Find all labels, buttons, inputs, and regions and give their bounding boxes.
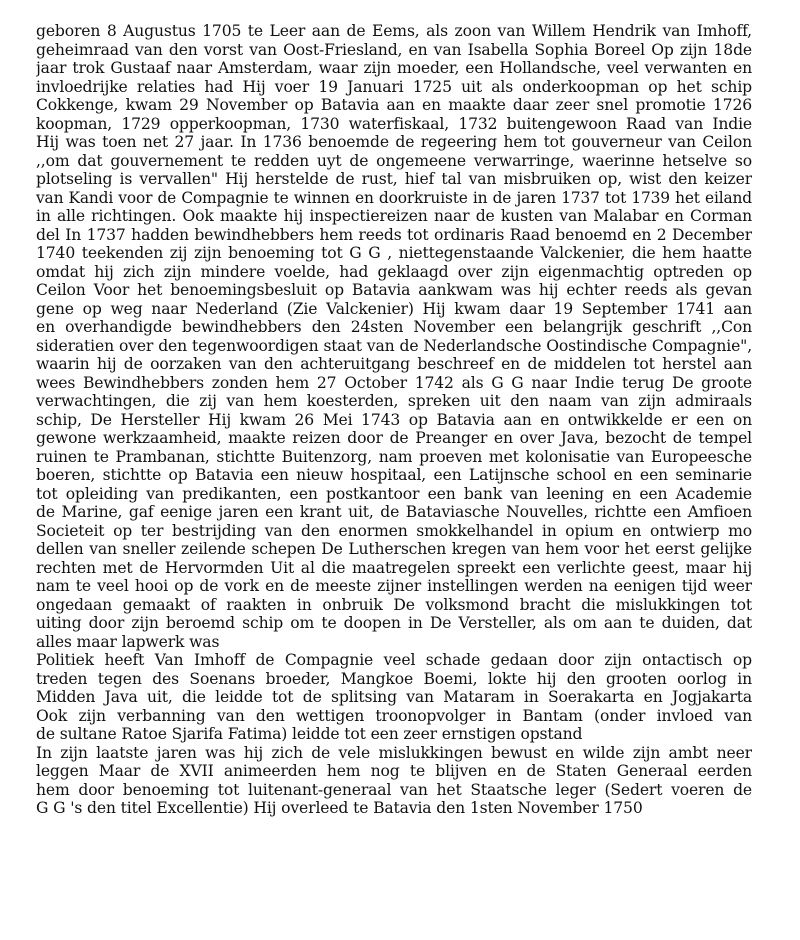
text-line: 1740 teekenden zij zijn benoeming tot G G , niettegenstaande Valckenier, die hem haatte bbox=[36, 244, 752, 262]
text-line: Politiek heeft Van Imhoff de Compagnie veel schade gedaan door zijn ontactisch op bbox=[36, 651, 752, 669]
text-line: en overhandigde bewindhebbers den 24sten November een belangrijk geschrift ,,Con bbox=[36, 318, 752, 336]
text-line: geheimraad van den vorst van Oost-Friesland, en van Isabella Sophia Boreel Op zijn 18de bbox=[36, 40, 752, 59]
text-line: verwachtingen, die zij van hem koesterden, spreken uit den naam van zijn admiraals bbox=[36, 392, 752, 410]
text-line: ongedaan gemaakt of raakten in onbruik De volksmond bracht die mislukkingen tot bbox=[36, 595, 752, 614]
text-line: alles maar lapwerk was bbox=[36, 632, 220, 651]
document-page bbox=[36, 22, 752, 818]
text-line: geboren 8 Augustus 1705 te Leer aan de Eems, als zoon van Willem Hendrik van Imhoff, bbox=[36, 22, 752, 40]
text-line: ruinen te Prambanan, stichtte Buitenzorg, nam proeven met kolonisatie van Europeesche bbox=[36, 447, 752, 466]
text-line: jaar trok Gustaaf naar Amsterdam, waar zijn moeder, een Hollandsche, veel verwanten en bbox=[36, 59, 752, 77]
text-line: leggen Maar de XVII animeerden hem nog te blijven en de Staten Generaal eerden bbox=[36, 762, 752, 780]
text-line: sideratien over den tegenwoordigen staat van de Nederlandsche Oostindische Compagnie", bbox=[36, 336, 752, 355]
text-line: schip, De Hersteller Hij kwam 26 Mei 1743 op Batavia aan en ontwikkelde er een on bbox=[36, 410, 752, 429]
text-line: gewone werkzaamheid, maakte reizen door de Preanger en over Java, bezocht de tempel bbox=[36, 429, 752, 447]
paragraph-politics bbox=[36, 651, 752, 744]
text-line: plotseling is vervallen" Hij herstelde de rust, hief tal van misbruiken op, wist den keizer bbox=[36, 170, 752, 188]
text-line: waarin hij de oorzaken van den achteruitgang beschreef en de middelen tot herstel aan bbox=[36, 355, 752, 373]
text-line: Ook zijn verbanning van den wettigen troonopvolger in Bantam (onder invloed van bbox=[36, 706, 752, 725]
text-line: invloedrijke relaties had Hij voer 19 Januari 1725 uit als onderkoopman op het schip bbox=[36, 77, 752, 96]
paragraph-final-years bbox=[36, 744, 752, 818]
text-line: wees Bewindhebbers zonden hem 27 October 1742 als G G naar Indie terug De groote bbox=[36, 373, 752, 392]
text-line: de sultane Ratoe Sjarifa Fatima) leidde tot een zeer ernstigen opstand bbox=[36, 725, 583, 743]
text-line: Ceilon Voor het benoemingsbesluit op Batavia aankwam was hij echter reeds als gevan bbox=[36, 281, 752, 299]
text-line: in alle richtingen. Ook maakte hij inspectiereizen naar de kusten van Malabar en Corman bbox=[36, 207, 752, 225]
text-line: hem door benoeming tot luitenant-generaal van het Staatsche leger (Sedert voeren de bbox=[36, 780, 752, 799]
text-line: In zijn laatste jaren was hij zich de vele mislukkingen bewust en wilde zijn ambt neer bbox=[36, 743, 752, 762]
text-line: rechten met de Hervormden Uit al die maatregelen spreekt een verlichte geest, maar hij bbox=[36, 558, 752, 577]
text-line: dellen van sneller zeilende schepen De Lutherschen kregen van hem voor het eerst gelijke bbox=[36, 540, 752, 558]
text-line: nam te veel hooi op de vork en de meeste zijner instellingen werden na eenigen tijd weer bbox=[36, 577, 752, 595]
text-line: de Marine, gaf eenige jaren een krant uit, de Bataviasche Nouvelles, richtte een Amfioen bbox=[36, 503, 752, 521]
text-line: uiting door zijn beroemd schip om te doopen in De Versteller, als om aan te duiden, dat bbox=[36, 614, 752, 632]
text-line: Hij was toen net 27 jaar. In 1736 benoemde de regeering hem tot gouverneur van Ceilon bbox=[36, 133, 752, 151]
text-line: G G 's den titel Excellentie) Hij overleed te Batavia den 1sten November 1750 bbox=[36, 799, 643, 817]
text-line: Midden Java uit, die leidde tot de splitsing van Mataram in Soerakarta en Jogjakarta bbox=[36, 688, 752, 706]
text-line: boeren, stichtte op Batavia een nieuw hospitaal, een Latijnsche school en een seminarie bbox=[36, 466, 752, 484]
text-line: koopman, 1729 opperkoopman, 1730 waterfiskaal, 1732 buitengewoon Raad van Indie bbox=[36, 114, 752, 133]
text-line: van Kandi voor de Compagnie te winnen en doorkruiste in de jaren 1737 tot 1739 het eiland bbox=[36, 188, 752, 207]
text-line: treden tegen des Soenans broeder, Mangkoe Boemi, lokte hij den grooten oorlog in bbox=[36, 669, 752, 688]
text-line: ,,om dat gouvernement te redden uyt de ongemeene verwarringe, waerinne hetselve so bbox=[36, 151, 752, 170]
text-line: Cokkenge, kwam 29 November op Batavia aan en maakte daar zeer snel promotie 1726 bbox=[36, 96, 752, 114]
text-line: gene op weg naar Nederland (Zie Valckenier) Hij kwam daar 19 September 1741 aan bbox=[36, 299, 752, 318]
text-line: del In 1737 hadden bewindhebbers hem reeds tot ordinaris Raad benoemd en 2 December bbox=[36, 225, 752, 244]
text-line: tot opleiding van predikanten, een postkantoor een bank van leening en een Academie bbox=[36, 484, 752, 503]
text-line: omdat hij zich zijn mindere voelde, had geklaagd over zijn eigenmachtig optreden op bbox=[36, 262, 752, 281]
text-line: Societeit op ter bestrijding van den enormen smokkelhandel in opium en ontwierp mo bbox=[36, 521, 752, 540]
paragraph-biography bbox=[36, 22, 752, 651]
